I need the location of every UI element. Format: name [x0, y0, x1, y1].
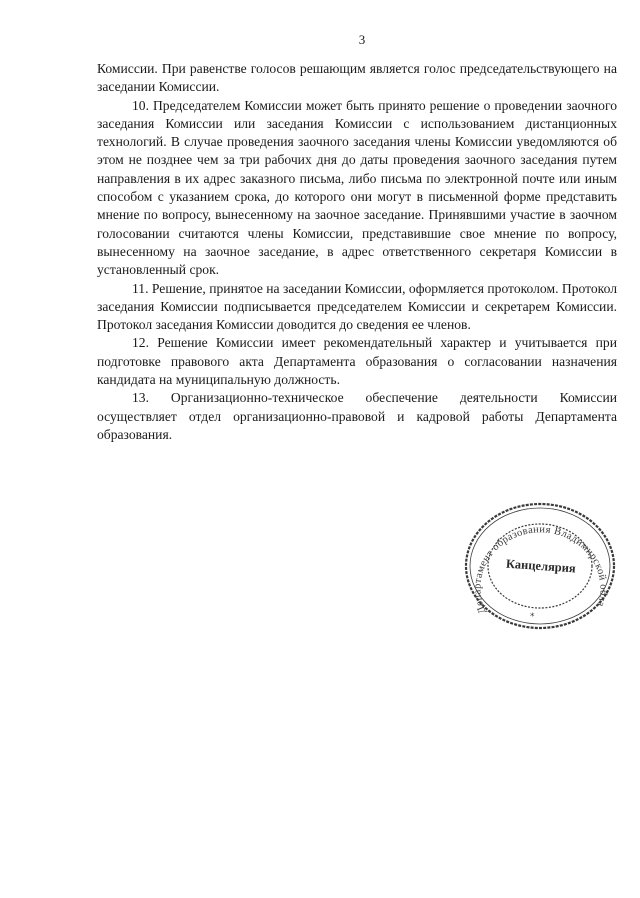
paragraph-11: 11. Решение, принятое на заседании Комиссии, оформляется протоколом. Протокол заседания Комиссии подписывается председателем Комиссии и секретарем Комиссии. Протокол заседания Комиссии доводится до сведения ее членов.: [97, 280, 617, 333]
document-body: [97, 60, 617, 444]
page-number: 3: [358, 32, 366, 47]
paragraph-13: 13. Организационно-техническое обеспечение деятельности Комиссии осуществляет отдел организационно-правовой и кадровой работы Департамента образования.: [97, 390, 617, 442]
paragraph-10: 10. Председателем Комиссии может быть принято решение о проведении заочного заседания Комиссии или заседания Комиссии с использованием дистанционных технологий. В случае проведения заочного заседания члены Комиссии уведомляются об этом не позднее чем за три рабочих дня до даты проведения заочного заседания путем направления в их адрес заказного письма, либо письма по электронной почте или иным способом с указанием срока, до которого они могут в письменной форме представить мнение по вопросу, вынесенному на заочное заседание. Принявшими участие в заочном голосовании считаются члены Комиссии, представившие свое мнение по вопросу, вынесенному на заочное заседание, в адрес ответственного секретаря Комиссии в установленный срок.: [97, 97, 617, 278]
paragraph-continuation: Комиссии. При равенстве голосов решающим является голос председательствующего на заседании Комиссии.: [97, 61, 617, 95]
stamp-ring-text: Департамент образования Владимирской обла: [472, 524, 609, 616]
paragraph-12: 12. Решение Комиссии имеет рекомендательный характер и учитывается при подготовке правового акта Департамента образования о согласовании назначения кандидата на муниципальную должность.: [97, 335, 617, 388]
stamp-center-text: Канцелярия: [505, 556, 577, 576]
office-stamp: [452, 500, 622, 630]
stamp-seal: [452, 500, 622, 630]
stamp-star-icon: *: [530, 612, 535, 622]
